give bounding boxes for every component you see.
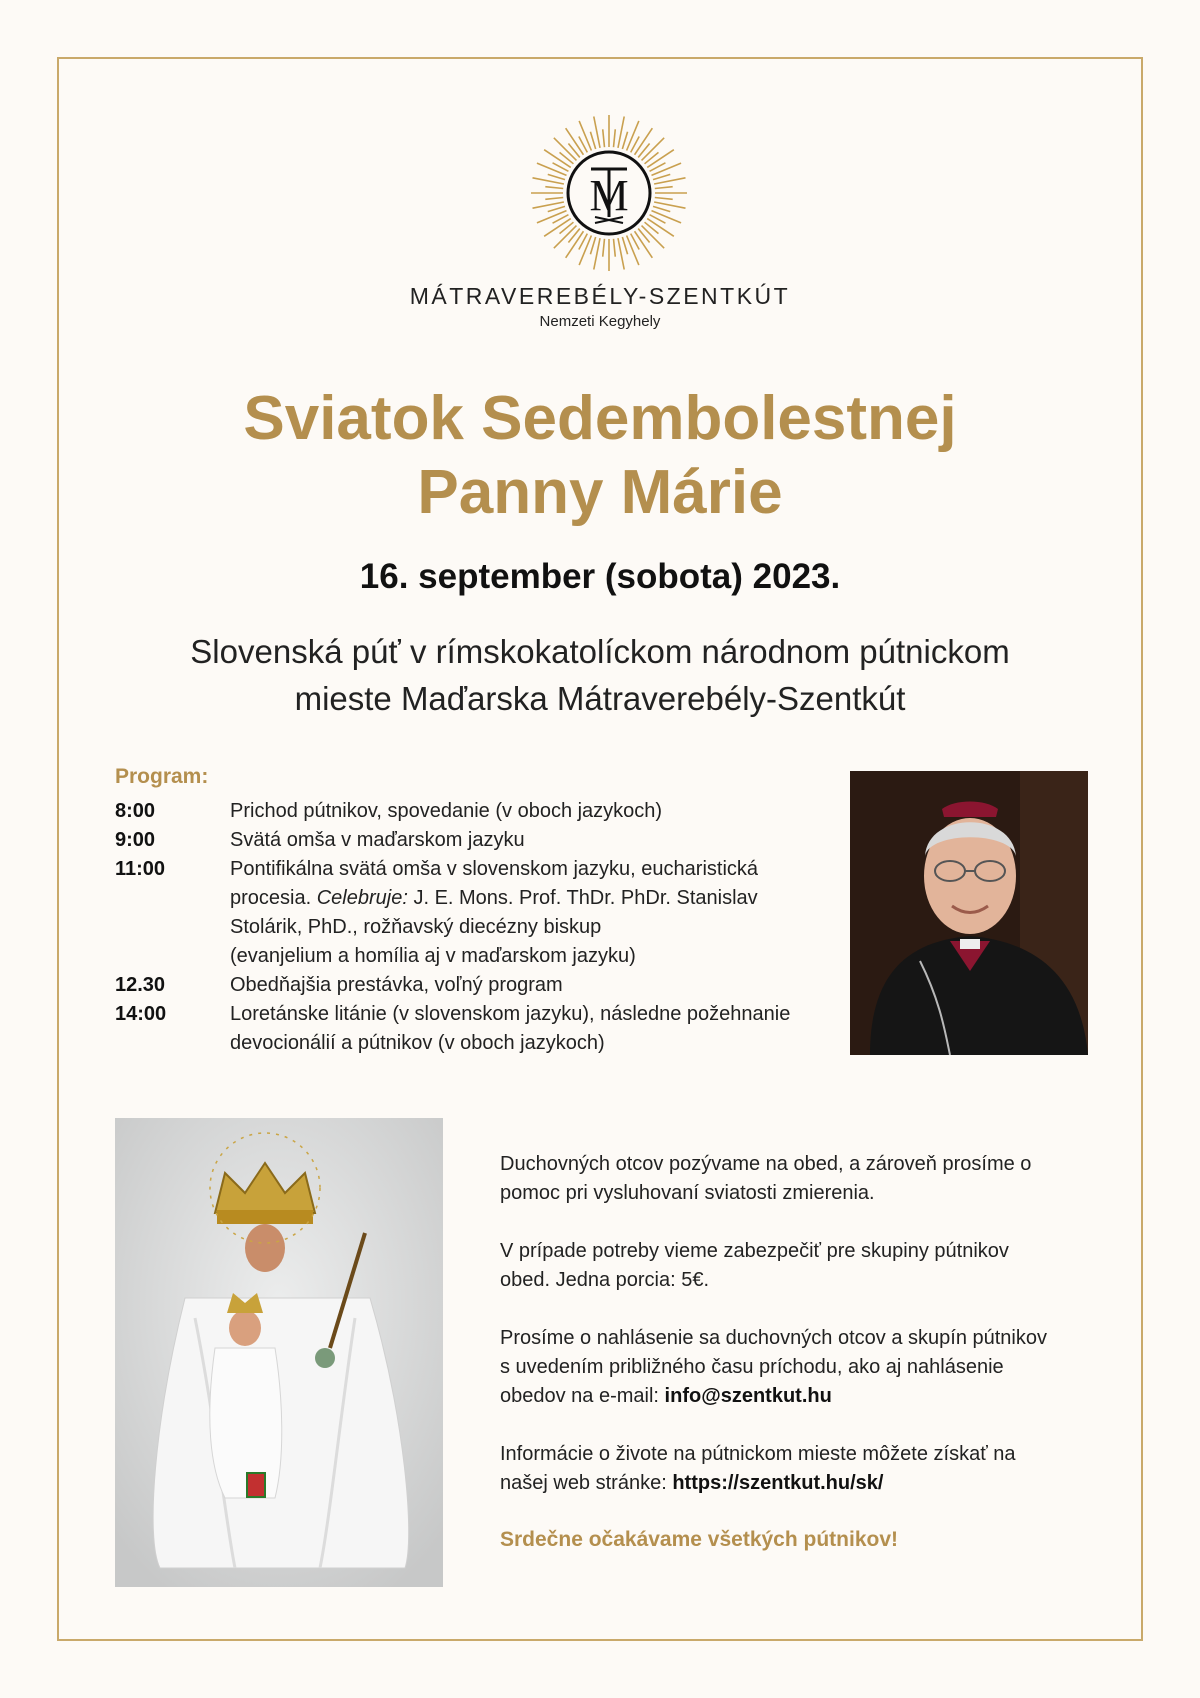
program-time: 12.30 xyxy=(115,974,166,996)
program-time: 14:00 xyxy=(115,1003,167,1025)
subtitle-line-2: mieste Maďarska Mátraverebély-Szentkút xyxy=(294,680,906,717)
info-paragraph-3 xyxy=(500,1324,1090,1411)
info-line: obed. Jedna porcia: 5€. xyxy=(500,1269,710,1291)
info-line: s uvedením približného času príchodu, ako aj nahlásenie xyxy=(500,1356,1004,1378)
program-text xyxy=(230,1000,850,1058)
info-line: Duchovných otcov pozývame na obed, a zároveň prosíme o xyxy=(500,1153,1032,1175)
logo-ray xyxy=(651,211,681,223)
program-text xyxy=(230,855,850,971)
info-line xyxy=(500,1469,1090,1498)
program-text: Svätá omša v maďarskom jazyku xyxy=(230,829,525,851)
logo-ray xyxy=(651,163,681,175)
event-date: 16. september (sobota) 2023. xyxy=(359,557,841,596)
info-line: V prípade potreby vieme zabezpečiť pre skupiny pútnikov xyxy=(500,1240,1009,1262)
title-line-2: Panny Márie xyxy=(417,458,783,527)
text: obedov na e-mail: xyxy=(500,1385,659,1407)
logo-ray xyxy=(590,132,595,149)
logo-ray xyxy=(627,235,639,265)
logo-ray xyxy=(545,187,563,189)
logo-ray xyxy=(537,211,567,223)
logo-ray xyxy=(603,239,605,257)
celebrant-name: J. E. Mons. Prof. ThDr. PhDr. Stanislav xyxy=(413,887,758,909)
logo-ray xyxy=(627,121,639,151)
program-time: 11:00 xyxy=(115,858,166,880)
program-text: Obedňajšia prestávka, voľný program xyxy=(230,974,563,996)
logo-ray xyxy=(614,129,616,147)
title-line-1: Sviatok Sedembolestnej xyxy=(243,384,957,453)
logo-ray xyxy=(545,198,563,200)
madonna-statue-photo xyxy=(115,1118,443,1587)
logo-ray xyxy=(653,174,670,179)
info-line: Informácie o živote na pútnickom mieste môžete získať na xyxy=(500,1443,1016,1465)
info-line: pomoc pri vysluhovaní sviatosti zmierenia. xyxy=(500,1182,875,1204)
svg-text:M: M xyxy=(589,171,629,220)
website-link[interactable]: https://szentkut.hu/sk/ xyxy=(672,1472,884,1494)
program-time: 8:00 xyxy=(115,800,156,822)
program-text-line: devocionálií a pútnikov (v oboch jazykoch) xyxy=(230,1032,605,1054)
program-time: 9:00 xyxy=(115,829,156,851)
logo-ray xyxy=(653,206,670,211)
program-text-line: Stolárik, PhD., rožňavský diecézny biskup xyxy=(230,916,602,938)
bishop-photo xyxy=(850,771,1088,1055)
brand-subtitle: Nemzeti Kegyhely xyxy=(539,313,661,330)
logo-ray xyxy=(622,132,627,149)
subtitle-line-1: Slovenská púť v rímskokatolíckom národnom pútnickom xyxy=(190,633,1010,670)
logo-ray xyxy=(655,187,673,189)
logo-ray xyxy=(537,163,567,175)
logo-ray xyxy=(548,206,565,211)
logo-ray xyxy=(579,235,591,265)
event-subtitle xyxy=(0,628,1200,722)
sunburst-monogram-icon xyxy=(529,113,689,273)
text: procesia. xyxy=(230,887,312,909)
program-text-line: Loretánske litánie (v slovenskom jazyku), následne požehnanie xyxy=(230,1003,791,1025)
info-line: Prosíme o nahlásenie sa duchovných otcov a skupín pútnikov xyxy=(500,1327,1047,1349)
info-line xyxy=(500,1382,1090,1411)
program-text-line: Pontifikálna svätá omša v slovenskom jazyku, eucharistická xyxy=(230,858,759,880)
program-heading: Program: xyxy=(115,765,209,788)
page-title xyxy=(0,382,1200,530)
logo-ray xyxy=(622,237,627,254)
logo-ray xyxy=(579,121,591,151)
brand-name: MÁTRAVEREBÉLY-SZENTKÚT xyxy=(409,283,791,309)
logo-ray xyxy=(548,174,565,179)
program-text-line xyxy=(230,884,850,913)
info-paragraph-1 xyxy=(500,1150,1090,1208)
celebrant-label: Celebruje: xyxy=(316,887,408,909)
logo-ray xyxy=(614,239,616,257)
email-link[interactable]: info@szentkut.hu xyxy=(664,1385,832,1407)
info-paragraph-4 xyxy=(500,1440,1090,1498)
logo-ray xyxy=(590,237,595,254)
info-paragraph-2 xyxy=(500,1237,1090,1295)
logo-ray xyxy=(655,198,673,200)
logo-ray xyxy=(603,129,605,147)
program-text-line: (evanjelium a homília aj v maďarskom jazyku) xyxy=(230,945,636,967)
text: našej web stránke: xyxy=(500,1472,667,1494)
program-text: Prichod pútnikov, spovedanie (v oboch jazykoch) xyxy=(230,800,663,822)
closing-line: Srdečne očakávame všetkých pútnikov! xyxy=(500,1528,899,1551)
